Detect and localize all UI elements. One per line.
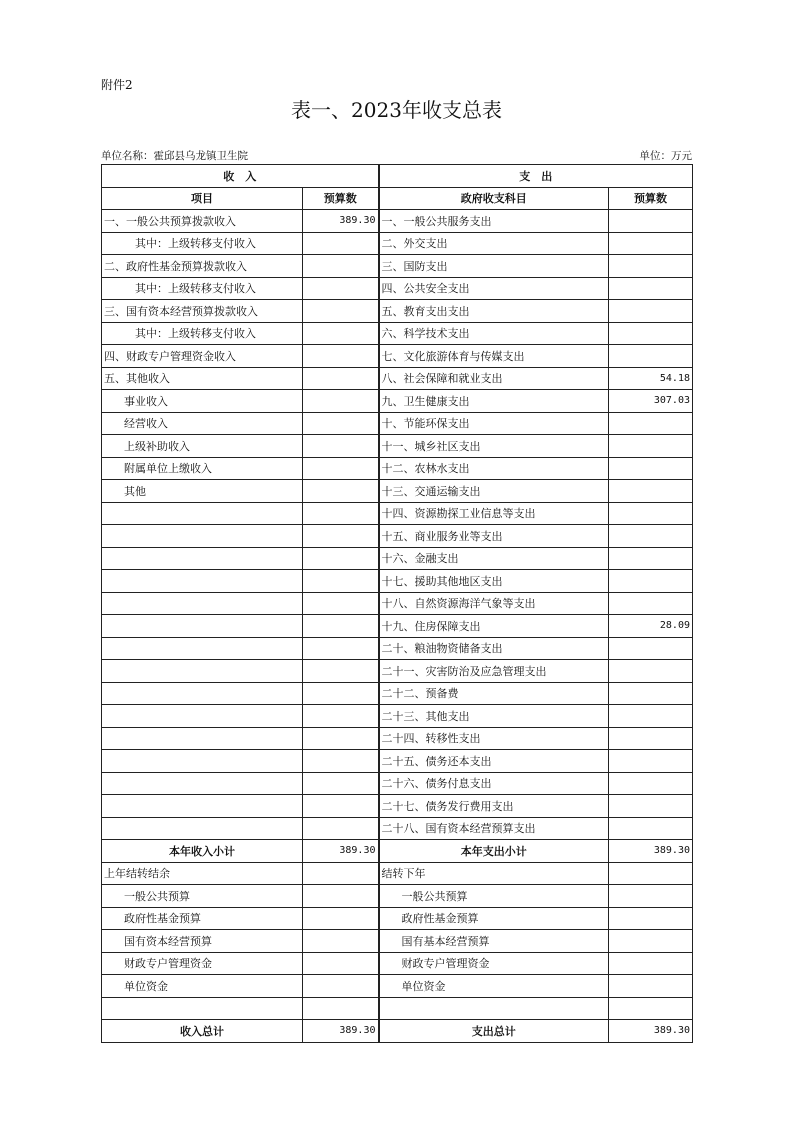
expense-item: 一、一般公共服务支出 — [379, 210, 609, 233]
expense-budget — [609, 952, 693, 975]
income-item: 本年收入小计 — [102, 840, 303, 863]
table-row — [102, 592, 693, 615]
income-budget — [303, 817, 379, 840]
expense-budget — [609, 862, 693, 885]
expense-item: 结转下年 — [379, 862, 609, 885]
expense-item: 二十四、转移性支出 — [379, 727, 609, 750]
income-budget — [303, 525, 379, 548]
expense-budget: 28.09 — [609, 615, 693, 638]
expense-budget — [609, 277, 693, 300]
income-budget — [303, 502, 379, 525]
expense-budget — [609, 727, 693, 750]
table-row — [102, 615, 693, 638]
income-budget — [303, 750, 379, 773]
table-row — [102, 300, 693, 323]
table-row — [102, 255, 693, 278]
table-row — [102, 660, 693, 683]
attachment-label: 附件2 — [101, 78, 133, 92]
expense-item: 支出总计 — [379, 1020, 609, 1043]
expense-item — [379, 997, 609, 1020]
expense-item: 国有基本经营预算 — [379, 930, 609, 953]
expense-budget — [609, 570, 693, 593]
income-item: 二、政府性基金预算拨款收入 — [102, 255, 303, 278]
table-row — [102, 952, 693, 975]
expense-budget — [609, 885, 693, 908]
expense-item: 三、国防支出 — [379, 255, 609, 278]
expense-item: 二十二、预备费 — [379, 682, 609, 705]
income-budget — [303, 885, 379, 908]
expense-item: 二、外交支出 — [379, 232, 609, 255]
income-budget — [303, 367, 379, 390]
table-row — [102, 390, 693, 413]
expense-budget: 389.30 — [609, 840, 693, 863]
table-row — [102, 817, 693, 840]
expense-item: 六、科学技术支出 — [379, 322, 609, 345]
expense-budget — [609, 660, 693, 683]
income-item — [102, 705, 303, 728]
page-title: 表一、2023年收支总表 — [291, 98, 502, 122]
expense-budget — [609, 322, 693, 345]
income-budget — [303, 255, 379, 278]
income-item — [102, 615, 303, 638]
expense-budget — [609, 637, 693, 660]
expense-item: 十七、援助其他地区支出 — [379, 570, 609, 593]
expense-budget — [609, 975, 693, 998]
expense-item: 十六、金融支出 — [379, 547, 609, 570]
income-header: 收 入 — [102, 165, 379, 188]
income-item — [102, 570, 303, 593]
income-item: 财政专户管理资金 — [102, 952, 303, 975]
table-row — [102, 907, 693, 930]
income-budget — [303, 547, 379, 570]
expense-budget — [609, 435, 693, 458]
section-header-row — [102, 165, 693, 188]
income-item — [102, 750, 303, 773]
item-header: 项目 — [102, 187, 303, 210]
income-budget — [303, 232, 379, 255]
table-row — [102, 637, 693, 660]
table-row — [102, 997, 693, 1020]
income-budget: 389.30 — [303, 210, 379, 233]
table-row — [102, 232, 693, 255]
income-item: 附属单位上缴收入 — [102, 457, 303, 480]
income-item: 一般公共预算 — [102, 885, 303, 908]
expense-item: 二十七、债务发行费用支出 — [379, 795, 609, 818]
expense-budget — [609, 930, 693, 953]
income-budget — [303, 862, 379, 885]
income-item: 单位资金 — [102, 975, 303, 998]
expense-budget: 307.03 — [609, 390, 693, 413]
expense-item: 二十三、其他支出 — [379, 705, 609, 728]
table-row — [102, 772, 693, 795]
income-budget: 389.30 — [303, 1020, 379, 1043]
expense-budget — [609, 795, 693, 818]
expense-budget — [609, 502, 693, 525]
income-item: 国有资本经营预算 — [102, 930, 303, 953]
income-budget: 389.30 — [303, 840, 379, 863]
income-item: 一、一般公共预算拨款收入 — [102, 210, 303, 233]
expense-budget: 54.18 — [609, 367, 693, 390]
income-budget — [303, 457, 379, 480]
income-item: 四、财政专户管理资金收入 — [102, 345, 303, 368]
expense-item: 二十、粮油物资储备支出 — [379, 637, 609, 660]
income-budget — [303, 930, 379, 953]
table-row — [102, 277, 693, 300]
income-item: 其中：上级转移支付收入 — [102, 277, 303, 300]
table-row — [102, 345, 693, 368]
expense-item: 本年支出小计 — [379, 840, 609, 863]
income-budget — [303, 480, 379, 503]
expense-item: 一般公共预算 — [379, 885, 609, 908]
table-row — [102, 367, 693, 390]
income-budget — [303, 660, 379, 683]
table-row — [102, 525, 693, 548]
table-row — [102, 480, 693, 503]
expense-item: 二十八、国有资本经营预算支出 — [379, 817, 609, 840]
income-budget — [303, 615, 379, 638]
expense-item: 十四、资源勘探工业信息等支出 — [379, 502, 609, 525]
income-item: 上年结转结余 — [102, 862, 303, 885]
income-item — [102, 727, 303, 750]
expense-item: 十九、住房保障支出 — [379, 615, 609, 638]
table-row — [102, 1020, 693, 1043]
income-item: 其中：上级转移支付收入 — [102, 232, 303, 255]
expense-budget — [609, 547, 693, 570]
expense-budget — [609, 480, 693, 503]
expense-item: 财政专户管理资金 — [379, 952, 609, 975]
table-row — [102, 682, 693, 705]
income-budget — [303, 727, 379, 750]
income-budget — [303, 795, 379, 818]
expense-item: 十一、城乡社区支出 — [379, 435, 609, 458]
income-item: 其他 — [102, 480, 303, 503]
income-item — [102, 817, 303, 840]
expense-item: 十三、交通运输支出 — [379, 480, 609, 503]
income-item: 三、国有资本经营预算拨款收入 — [102, 300, 303, 323]
income-item: 政府性基金预算 — [102, 907, 303, 930]
income-item — [102, 525, 303, 548]
expense-budget — [609, 750, 693, 773]
income-item: 其中：上级转移支付收入 — [102, 322, 303, 345]
table-row — [102, 975, 693, 998]
income-budget — [303, 277, 379, 300]
expense-budget: 389.30 — [609, 1020, 693, 1043]
expense-item: 十二、农林水支出 — [379, 457, 609, 480]
income-item: 上级补助收入 — [102, 435, 303, 458]
currency-unit: 单位：万元 — [639, 150, 692, 162]
table-row — [102, 862, 693, 885]
income-item: 收入总计 — [102, 1020, 303, 1043]
table-row — [102, 210, 693, 233]
table-row — [102, 705, 693, 728]
unit-name: 单位名称：霍邱县乌龙镇卫生院 — [101, 150, 248, 162]
table-row — [102, 750, 693, 773]
income-budget — [303, 975, 379, 998]
income-item — [102, 502, 303, 525]
income-item: 五、其他收入 — [102, 367, 303, 390]
table-row — [102, 502, 693, 525]
budget-summary-table — [101, 164, 693, 1043]
income-item — [102, 997, 303, 1020]
income-item — [102, 682, 303, 705]
budget-header: 预算数 — [303, 187, 379, 210]
income-budget — [303, 322, 379, 345]
income-budget — [303, 682, 379, 705]
expense-item: 二十五、债务还本支出 — [379, 750, 609, 773]
expense-item: 七、文化旅游体育与传媒支出 — [379, 345, 609, 368]
expense-budget — [609, 525, 693, 548]
expense-budget — [609, 457, 693, 480]
budget-header-2: 预算数 — [609, 187, 693, 210]
expense-budget — [609, 300, 693, 323]
income-item: 经营收入 — [102, 412, 303, 435]
expense-budget — [609, 997, 693, 1020]
income-budget — [303, 592, 379, 615]
expense-budget — [609, 412, 693, 435]
income-budget — [303, 435, 379, 458]
expense-item: 九、卫生健康支出 — [379, 390, 609, 413]
income-item — [102, 637, 303, 660]
expense-budget — [609, 232, 693, 255]
table-row — [102, 412, 693, 435]
expense-item: 八、社会保障和就业支出 — [379, 367, 609, 390]
income-item — [102, 772, 303, 795]
table-row — [102, 547, 693, 570]
income-budget — [303, 705, 379, 728]
expense-item: 二十一、灾害防治及应急管理支出 — [379, 660, 609, 683]
expense-item: 四、公共安全支出 — [379, 277, 609, 300]
expense-item: 二十六、债务付息支出 — [379, 772, 609, 795]
income-item: 事业收入 — [102, 390, 303, 413]
expense-item: 五、教育支出支出 — [379, 300, 609, 323]
expense-item: 十、节能环保支出 — [379, 412, 609, 435]
table-row — [102, 885, 693, 908]
gov-item-header: 政府收支科目 — [379, 187, 609, 210]
table-row — [102, 930, 693, 953]
income-budget — [303, 390, 379, 413]
table-row — [102, 840, 693, 863]
table-row — [102, 727, 693, 750]
table-row — [102, 457, 693, 480]
table-row — [102, 435, 693, 458]
income-budget — [303, 345, 379, 368]
income-item — [102, 547, 303, 570]
income-item — [102, 592, 303, 615]
expense-budget — [609, 817, 693, 840]
expense-budget — [609, 705, 693, 728]
expense-budget — [609, 210, 693, 233]
income-budget — [303, 907, 379, 930]
table-row — [102, 795, 693, 818]
income-budget — [303, 997, 379, 1020]
expense-item: 政府性基金预算 — [379, 907, 609, 930]
income-item — [102, 660, 303, 683]
income-budget — [303, 952, 379, 975]
expense-budget — [609, 772, 693, 795]
table-row — [102, 570, 693, 593]
income-budget — [303, 300, 379, 323]
income-item — [102, 795, 303, 818]
expense-budget — [609, 592, 693, 615]
income-budget — [303, 772, 379, 795]
expense-item: 十八、自然资源海洋气象等支出 — [379, 592, 609, 615]
expense-budget — [609, 345, 693, 368]
income-budget — [303, 637, 379, 660]
expense-header: 支 出 — [379, 165, 693, 188]
income-budget — [303, 570, 379, 593]
expense-item: 单位资金 — [379, 975, 609, 998]
expense-item: 十五、商业服务业等支出 — [379, 525, 609, 548]
expense-budget — [609, 682, 693, 705]
table-row — [102, 322, 693, 345]
income-budget — [303, 412, 379, 435]
expense-budget — [609, 255, 693, 278]
expense-budget — [609, 907, 693, 930]
column-header-row — [102, 187, 693, 210]
